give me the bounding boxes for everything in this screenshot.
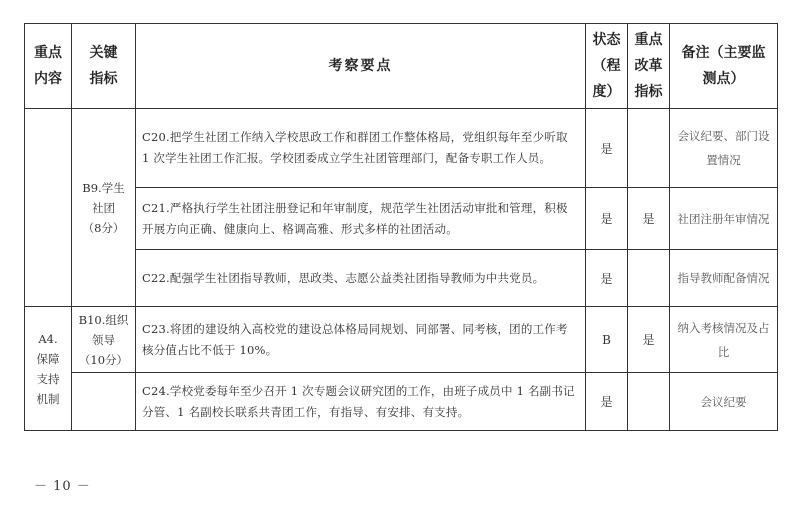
inspection-point-c23: C23.将团的建设纳入高校党的建设总体格局同规划、同部署、同考核，团的工作考核分值占比不低于 10%。: [136, 307, 586, 373]
remarks-cell: 纳入考核情况及占比: [670, 307, 778, 373]
group-label-line: 支持: [36, 371, 60, 386]
remarks-cell: 会议纪要: [670, 373, 778, 431]
header-text: 重点: [34, 45, 62, 61]
header-text: 备注（主要监: [681, 45, 766, 61]
evaluation-table: [24, 23, 778, 431]
header-text: （程: [592, 58, 621, 74]
inspection-point-c22: C22.配强学生社团指导教师，思政类、志愿公益类社团指导教师为中共党员。: [136, 250, 586, 307]
status-cell: 是: [586, 373, 628, 431]
header-text: 指标: [634, 84, 663, 100]
group-a4: [25, 307, 72, 431]
reform-cell: [628, 109, 670, 188]
table-row: [25, 109, 778, 188]
header-text: 内容: [34, 71, 62, 87]
reform-cell: [628, 373, 670, 431]
inspection-point-c24: C24.学校党委每年至少召开 1 次专题会议研究团的工作，由班子成员中 1 名副书记分管、1 名副校长联系共青团工作，有指导、有安排、有支持。: [136, 373, 586, 431]
header-key-content: [25, 24, 72, 109]
header-key-indicator: [72, 24, 136, 109]
header-text: 关键: [89, 45, 118, 61]
reform-cell: 是: [628, 188, 670, 250]
group-b10: [72, 307, 136, 373]
empty-key-content-cell: [25, 109, 72, 307]
group-label-line: A4.: [38, 331, 58, 346]
group-label-line: 机制: [36, 391, 60, 406]
table-row: [25, 188, 778, 250]
status-cell: 是: [586, 109, 628, 188]
header-reform-indicator: [628, 24, 670, 109]
header-status: [586, 24, 628, 109]
reform-cell: [628, 250, 670, 307]
table-row: [25, 307, 778, 373]
status-cell: 是: [586, 250, 628, 307]
status-cell: 是: [586, 188, 628, 250]
group-label-line: 保障: [36, 351, 60, 366]
table-header-row: [25, 24, 778, 109]
header-remarks: [670, 24, 778, 109]
group-label-line: 领导: [92, 332, 115, 347]
header-text: 度）: [592, 84, 621, 100]
empty-indicator-cell: [72, 373, 136, 431]
table-row: [25, 250, 778, 307]
header-text: 改革: [634, 58, 663, 74]
page-number: － 10 －: [34, 479, 91, 494]
header-text: 考察要点: [328, 58, 393, 74]
inspection-point-c20: C20.把学生社团工作纳入学校思政工作和群团工作整体格局，党组织每年至少听取 1 次学生社团工作汇报。学校团委成立学生社团管理部门，配备专职工作人员。: [136, 109, 586, 188]
header-text: 状态: [592, 32, 621, 48]
status-cell: B: [586, 307, 628, 373]
group-label-line: （10分）: [78, 352, 129, 367]
header-inspection-points: [136, 24, 586, 109]
header-text: 指标: [89, 71, 118, 87]
table-row: [25, 373, 778, 431]
reform-cell: 是: [628, 307, 670, 373]
inspection-point-c21: C21.严格执行学生社团注册登记和年审制度，规范学生社团活动审批和管理，积极开展方向正确、健康向上、格调高雅、形式多样的社团活动。: [136, 188, 586, 250]
group-b9: [72, 109, 136, 307]
group-label-line: （8分）: [82, 220, 125, 235]
remarks-cell: 指导教师配备情况: [670, 250, 778, 307]
group-label-line: B9.学生: [82, 180, 125, 195]
group-label-line: 社团: [92, 200, 115, 215]
remarks-cell: 会议纪要、部门设置情况: [670, 109, 778, 188]
remarks-cell: 社团注册年审情况: [670, 188, 778, 250]
group-label-line: B10.组织: [78, 312, 129, 327]
header-text: 重点: [634, 32, 663, 48]
header-text: 测点）: [702, 71, 745, 87]
